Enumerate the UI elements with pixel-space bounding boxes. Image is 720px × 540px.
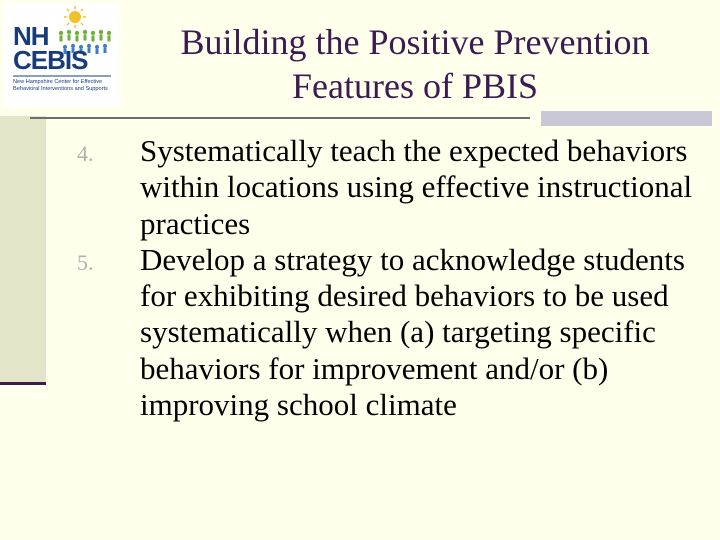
logo-tagline: New Hampshire Center for Effective Behavioral Interventions and Supports xyxy=(13,79,108,92)
list-item xyxy=(0,242,720,423)
numbered-list xyxy=(0,133,720,423)
title-underline xyxy=(30,117,530,119)
list-item-number: 4. xyxy=(77,141,94,166)
list-item-text: Develop a strategy to acknowledge students for exhibiting desired behaviors to be used systematically when (a) targeting specific behaviors for improvement and/or (b) improving school climate xyxy=(140,241,685,423)
title-line-2: Features of PBIS xyxy=(292,66,538,106)
list-item-number: 5. xyxy=(77,249,94,275)
logo-text-cebis: CEBIS xyxy=(13,45,88,75)
nhcebis-logo xyxy=(3,3,119,107)
title-line-1: Building the Positive Prevention xyxy=(180,22,650,62)
list-item-text: Systematically teach the expected behaviors within locations using effective instructional practices xyxy=(140,133,693,241)
slide-title xyxy=(130,20,700,108)
logo-text-nh: NH xyxy=(13,21,49,51)
list-item xyxy=(0,133,720,242)
right-decor-block xyxy=(541,111,712,126)
